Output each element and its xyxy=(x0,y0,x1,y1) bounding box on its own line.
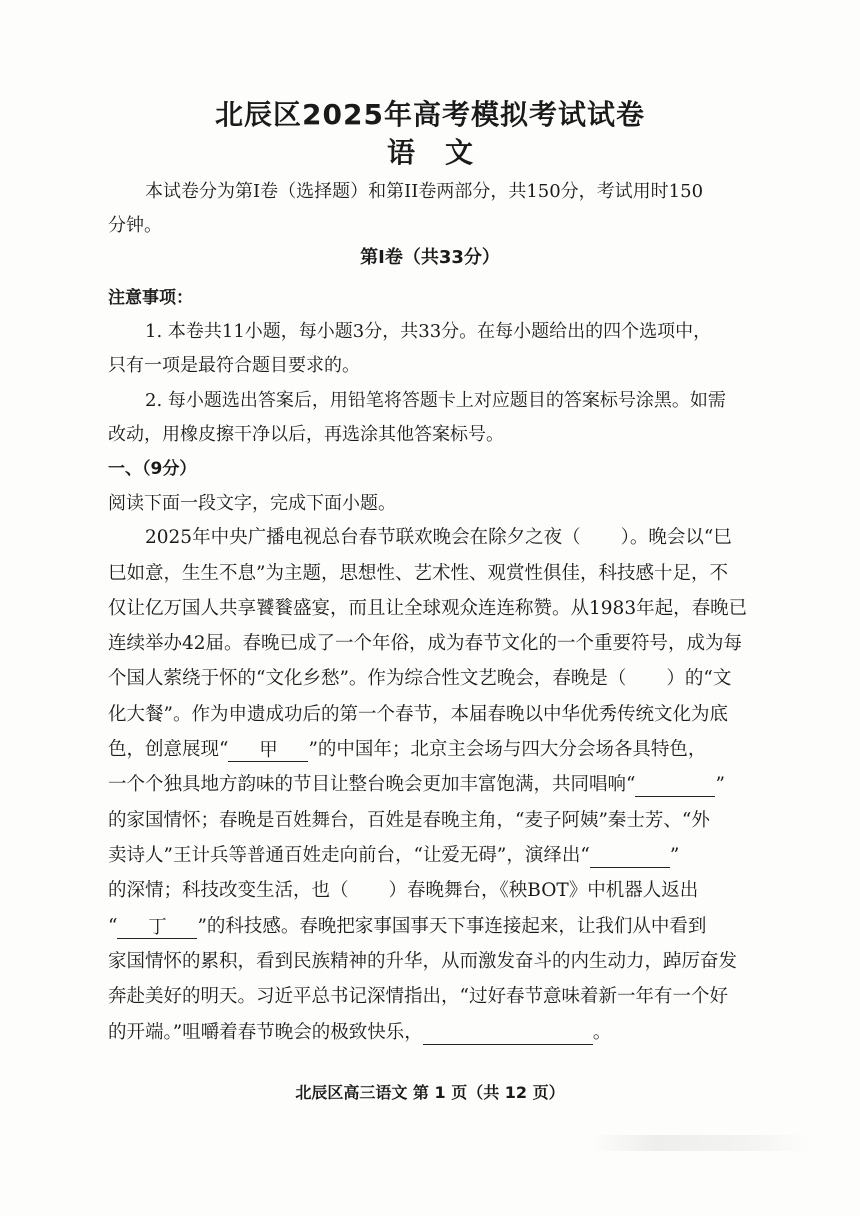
blank-ding: 丁 xyxy=(117,916,197,939)
passage-line-9: 的家国情怀；春晚是百姓舞台，百姓是春晚主角，“麦子阿姨”秦士芳、“外 xyxy=(108,810,710,831)
passage-text: 的开端。”咀嚼着春节晚会的极致快乐， xyxy=(108,1022,423,1043)
passage-line-8 xyxy=(108,773,758,797)
passage-text: 一个个独具地方韵味的节目让整台晚会更加丰富饱满，共同唱响“ xyxy=(108,774,636,795)
blank-bing xyxy=(590,845,670,868)
passage-line-13: 家国情怀的累积，看到民族精神的升华，从而激发奋斗的内生动力，踔厉奋发 xyxy=(108,951,738,972)
passage-line-10 xyxy=(108,844,758,868)
exam-title: 北辰区2025年高考模拟考试试卷 xyxy=(215,98,645,131)
passage-text: 卖诗人”王计兵等普通百姓走向前台，“让爱无碍”，演绎出“ xyxy=(108,845,590,866)
scan-smudge xyxy=(590,1135,810,1151)
blank-yi xyxy=(635,774,715,797)
passage-line-7 xyxy=(108,738,758,762)
note-2-line-1: 2. 每小题选出答案后，用铅笔将答题卡上对应题目的答案标号涂黑。如需 xyxy=(145,390,726,411)
passage-text: ）春晚舞台，《秧BOT》中机器人返出 xyxy=(388,880,699,901)
part-instruction: 阅读下面一段文字，完成下面小题。 xyxy=(108,493,396,514)
passage-text: ” xyxy=(715,774,725,795)
passage-line-3: 仅让亿万国人共享饕餮盛宴，而且让全球观众连连称赞。从1983年起，春晚已 xyxy=(108,598,748,619)
note-1-line-1: 1. 本卷共11小题，每小题3分，共33分。在每小题给出的四个选项中， xyxy=(145,321,712,342)
passage-line-12 xyxy=(108,915,758,939)
passage-text: ）。晚会以“巳 xyxy=(620,527,732,548)
passage-text: ）的“文 xyxy=(666,668,732,689)
passage-text: 个国人萦绕于怀的“文化乡愁”。作为综合性文艺晚会，春晚是（ xyxy=(108,668,627,689)
blank-final xyxy=(423,1022,593,1045)
passage-line-11 xyxy=(108,879,758,903)
passage-line-2: 巳如意，生生不息”为主题，思想性、艺术性、观赏性俱佳，科技感十足，不 xyxy=(108,563,728,584)
notes-title: 注意事项： xyxy=(108,288,193,308)
passage-line-6: 化大餐”。作为申遗成功后的第一个春节，本届春晚以中华优秀传统文化为底 xyxy=(108,704,728,725)
passage-text: 。 xyxy=(592,1022,612,1043)
note-1-line-2: 只有一项是最符合题目要求的。 xyxy=(108,355,360,376)
passage-text: ”的科技感。春晚把家事国事天下事连接起来，让我们从中看到 xyxy=(197,916,707,937)
passage-line-14: 奔赴美好的明天。习近平总书记深情指出，“过好春节意味着新一年有一个好 xyxy=(108,986,728,1007)
passage-line-15 xyxy=(108,1021,758,1045)
blank-jia: 甲 xyxy=(228,739,308,762)
passage-text: 色，创意展现“ xyxy=(108,739,229,760)
part-heading: 一、（9分） xyxy=(108,459,197,479)
page-footer: 北辰区高三语文 第 1 页（共 12 页） xyxy=(295,1083,565,1102)
subject-title: 语文 xyxy=(386,136,503,169)
section-heading: 第Ⅰ卷（共33分） xyxy=(360,247,500,268)
note-2-line-2: 改动，用橡皮擦干净以后，再选涂其他答案标号。 xyxy=(108,424,504,445)
passage-text: 的深情；科技改变生活，也（ xyxy=(108,880,349,901)
intro-line-1: 本试卷分为第I卷（选择题）和第II卷两部分，共150分，考试用时150 xyxy=(145,181,704,202)
passage-line-4: 连续举办42届。春晚已成了一个年俗，成为春节文化的一个重要符号，成为每 xyxy=(108,633,743,654)
passage-line-1 xyxy=(145,526,795,550)
passage-text: ”的中国年；北京主会场与四大分会场各具特色， xyxy=(308,739,707,760)
passage-text: 2025年中央广播电视总台春节联欢晚会在除夕之夜（ xyxy=(145,527,581,548)
passage-line-5 xyxy=(108,667,758,691)
passage-text: “ xyxy=(108,916,118,937)
intro-line-2: 分钟。 xyxy=(108,215,162,236)
passage-text: ” xyxy=(669,845,680,866)
